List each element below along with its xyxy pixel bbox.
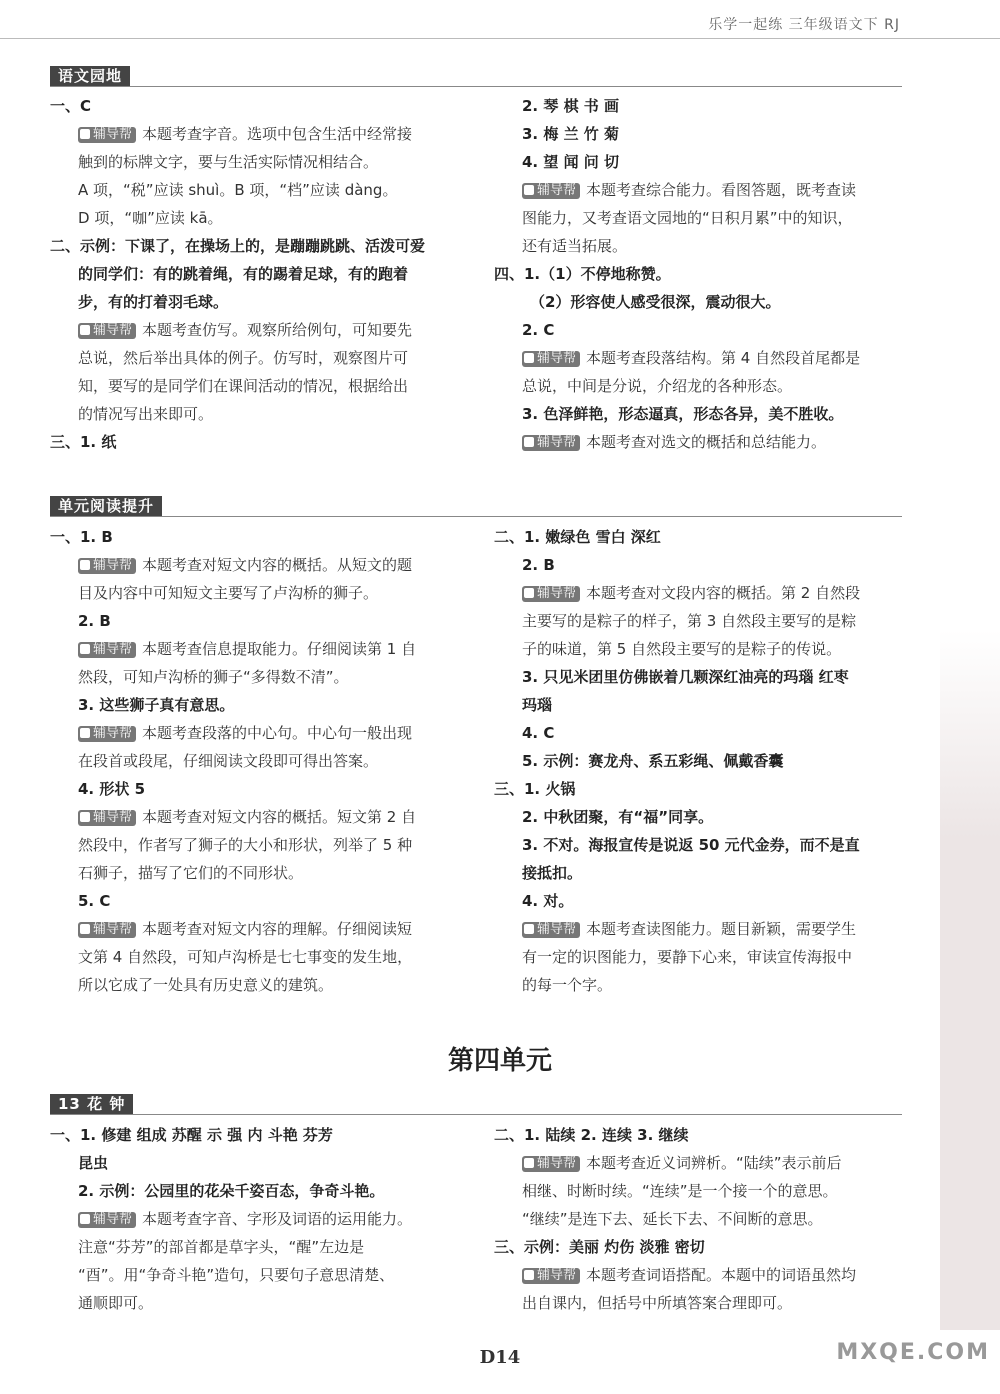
answer-text: D 项，“咖”应读 kā。 [78, 209, 223, 227]
answer-text: 本题考查近义词辨析。“陆续”表示前后 [586, 1154, 842, 1172]
helper-icon [524, 1270, 534, 1280]
answer-text: 3. 这些狮子真有意思。 [78, 696, 235, 714]
tag-label: 辅导帮 [93, 127, 133, 142]
page-number: D14 [479, 1347, 521, 1368]
answer-line [494, 607, 914, 635]
section-rule [50, 516, 902, 517]
fudaobang-tag [78, 922, 136, 938]
answer-text: 本题考查词语搭配。本题中的词语虽然均 [586, 1266, 857, 1284]
answer-line [494, 176, 914, 204]
answer-text: （2）形容使人感受很深，震动很大。 [530, 293, 781, 311]
answer-line [50, 579, 480, 607]
answer-text: 2. 中秋团聚，有“福”同享。 [522, 808, 714, 826]
answer-text: 二、1. 陆续 2. 连续 3. 继续 [494, 1126, 689, 1144]
answer-line [494, 971, 914, 999]
helper-icon [80, 129, 90, 139]
answer-line [494, 120, 914, 148]
fudaobang-tag [78, 1212, 136, 1228]
section-rule [50, 1114, 902, 1115]
helper-icon [80, 560, 90, 570]
answer-text: 本题考查字音。选项中包含生活中经常接 [142, 125, 413, 143]
section1-left-column [50, 92, 480, 456]
answer-line [494, 635, 914, 663]
answer-line [494, 943, 914, 971]
section2-right-column [494, 523, 914, 999]
answer-text: 本题考查对选文的概括和总结能力。 [586, 433, 827, 451]
helper-icon [524, 437, 534, 447]
answer-text: 本题考查对短文内容的概括。短文第 2 自 [142, 808, 417, 826]
helper-icon [524, 185, 534, 195]
answer-text: 的同学们：有的跳着绳，有的踢着足球，有的跑着 [78, 265, 409, 283]
answer-line [494, 1121, 914, 1149]
helper-icon [80, 728, 90, 738]
answer-text: “继续”是连下去、延长下去、不间断的意思。 [522, 1210, 823, 1228]
answer-line [50, 400, 480, 428]
section-title-huazhong: 13 花 钟 [50, 1094, 133, 1114]
tag-label: 辅导帮 [93, 642, 133, 657]
answer-text: 目及内容中可知短文主要写了卢沟桥的狮子。 [78, 584, 379, 602]
answer-text: 3. 色泽鲜艳，形态逼真，形态各异，美不胜收。 [522, 405, 844, 423]
answer-text: 3. 只见米团里仿佛嵌着几颗深红油亮的玛瑙 红枣 [522, 668, 849, 686]
answer-text: 接抵扣。 [522, 864, 583, 882]
answer-line [50, 551, 480, 579]
answer-text: 3. 不对。海报宣传是说返 50 元代金券，而不是直 [522, 836, 860, 854]
answer-text: 本题考查信息提取能力。仔细阅读第 1 自 [142, 640, 417, 658]
answer-text: 2. 示例：公园里的花朵千姿百态，争奇斗艳。 [78, 1182, 385, 1200]
answer-text: 三、1. 火锅 [494, 780, 576, 798]
header-title: 乐学一起练 三年级语文下 RJ [708, 17, 900, 33]
answer-line [50, 428, 480, 456]
answer-line [494, 344, 914, 372]
helper-icon [80, 812, 90, 822]
answer-text: 三、1. 纸 [50, 433, 117, 451]
section-title-danyuanyuedu: 单元阅读提升 [50, 496, 162, 516]
answer-text: 石狮子，描写了它们的不同形状。 [78, 864, 304, 882]
tag-label: 辅导帮 [537, 922, 577, 937]
answer-line [50, 1289, 480, 1317]
answer-text: 本题考查综合能力。看图答题，既考查读 [586, 181, 857, 199]
answer-line [50, 316, 480, 344]
fudaobang-tag [78, 810, 136, 826]
answer-line [494, 1261, 914, 1289]
helper-icon [524, 1158, 534, 1168]
answer-line [50, 232, 480, 260]
answer-text: 在段首或段尾，仔细阅读文段即可得出答案。 [78, 752, 379, 770]
fudaobang-tag [522, 922, 580, 938]
answer-text: A 项，“税”应读 shuì。B 项，“档”应读 dàng。 [78, 181, 398, 199]
tag-label: 辅导帮 [93, 558, 133, 573]
answer-line [494, 523, 914, 551]
answer-line [50, 1205, 480, 1233]
answer-text: 知，要写的是同学们在课间活动的情况，根据给出 [78, 377, 409, 395]
helper-icon [80, 924, 90, 934]
helper-icon [524, 924, 534, 934]
tag-label: 辅导帮 [537, 351, 577, 366]
answer-line [494, 428, 914, 456]
answer-line [494, 288, 914, 316]
fudaobang-tag [522, 586, 580, 602]
tag-label: 辅导帮 [93, 922, 133, 937]
helper-icon [80, 644, 90, 654]
answer-text: 二、1. 嫩绿色 雪白 深红 [494, 528, 661, 546]
answer-line [50, 943, 480, 971]
answer-line [494, 1149, 914, 1177]
answer-text: 4. 望 闻 问 切 [522, 153, 620, 171]
answer-line [494, 1177, 914, 1205]
answer-text: 5. 示例：赛龙舟、系五彩绳、佩戴香囊 [522, 752, 784, 770]
answer-text: 玛瑙 [522, 696, 553, 714]
answer-line [494, 148, 914, 176]
answer-text: 有一定的识图能力，要静下心来，审读宣传海报中 [522, 948, 853, 966]
answer-line [50, 607, 480, 635]
tag-label: 辅导帮 [93, 726, 133, 741]
answer-line [494, 1289, 914, 1317]
answer-text: 的每一个字。 [522, 976, 613, 994]
answer-line [494, 400, 914, 428]
answer-line [494, 1205, 914, 1233]
fudaobang-tag [522, 1156, 580, 1172]
fudaobang-tag [522, 435, 580, 451]
answer-line [494, 859, 914, 887]
answer-line [50, 523, 480, 551]
helper-icon [80, 1214, 90, 1224]
answer-text: 2. B [522, 556, 555, 574]
section-title-yuwenyuandi: 语文园地 [50, 66, 130, 86]
helper-icon [80, 325, 90, 335]
answer-text: 4. C [522, 724, 555, 742]
answer-text: 2. 琴 棋 书 画 [522, 97, 620, 115]
answer-text: 本题考查字音、字形及词语的运用能力。 [142, 1210, 413, 1228]
answer-text: “酉”。用“争奇斗艳”造句，只要句子意思清楚、 [78, 1266, 395, 1284]
answer-text: 3. 梅 兰 竹 菊 [522, 125, 620, 143]
answer-text: 本题考查段落的中心句。中心句一般出现 [142, 724, 413, 742]
answer-text: 一、1. 修建 组成 苏醒 示 强 内 斗艳 芬芳 [50, 1126, 333, 1144]
answer-text: 2. B [78, 612, 111, 630]
answer-line [50, 1149, 480, 1177]
answer-text: 出自课内，但括号中所填答案合理即可。 [522, 1294, 793, 1312]
answer-text: 一、1. B [50, 528, 113, 546]
answer-line [494, 1233, 914, 1261]
answer-text: 总说，然后举出具体的例子。仿写时，观察图片可 [78, 349, 409, 367]
answer-text: 然段中，作者写了狮子的大小和形状，列举了 5 种 [78, 836, 413, 854]
answer-line [494, 316, 914, 344]
watermark-text: MXQE.COM [836, 1340, 990, 1365]
answer-line [50, 831, 480, 859]
answer-text: 的情况写出来即可。 [78, 405, 214, 423]
answer-text: 注意“芬芳”的部首都是草字头，“醒”左边是 [78, 1238, 365, 1256]
answer-line [50, 1121, 480, 1149]
answer-line [50, 1233, 480, 1261]
answer-line [50, 92, 480, 120]
answer-text: 所以它成了一处具有历史意义的建筑。 [78, 976, 334, 994]
answer-text: 一、C [50, 97, 92, 115]
answer-line [50, 719, 480, 747]
fudaobang-tag [522, 1268, 580, 1284]
section3-left-column [50, 1121, 480, 1317]
answer-line [494, 915, 914, 943]
tag-label: 辅导帮 [93, 810, 133, 825]
answer-line [494, 775, 914, 803]
answer-line [50, 148, 480, 176]
answer-line [50, 887, 480, 915]
answer-line [50, 288, 480, 316]
answer-text: 三、示例：美丽 灼伤 淡雅 密切 [494, 1238, 705, 1256]
answer-line [50, 915, 480, 943]
fudaobang-tag [78, 323, 136, 339]
tag-label: 辅导帮 [537, 435, 577, 450]
answer-line [50, 775, 480, 803]
answer-line [494, 831, 914, 859]
answer-text: 本题考查读图能力。题目新颖，需要学生 [586, 920, 857, 938]
tag-label: 辅导帮 [93, 323, 133, 338]
answer-text: 5. C [78, 892, 111, 910]
answer-text: 昆虫 [78, 1154, 109, 1172]
answer-line [494, 372, 914, 400]
answer-text: 相继、时断时续。“连续”是一个接一个的意思。 [522, 1182, 838, 1200]
answer-line [494, 803, 914, 831]
answer-text: 本题考查仿写。观察所给例句，可知要先 [142, 321, 413, 339]
answer-line [50, 635, 480, 663]
answer-line [494, 719, 914, 747]
answer-line [50, 859, 480, 887]
unit-title: 第四单元 [447, 1046, 552, 1076]
tag-label: 辅导帮 [537, 586, 577, 601]
answer-text: 本题考查对短文内容的概括。从短文的题 [142, 556, 413, 574]
answer-line [494, 260, 914, 288]
answer-line [50, 971, 480, 999]
answer-text: 文第 4 自然段，可知卢沟桥是七七事变的发生地， [78, 948, 413, 966]
answer-text: 本题考查对短文内容的理解。仔细阅读短 [142, 920, 413, 938]
tag-label: 辅导帮 [93, 1212, 133, 1227]
answer-text: 总说，中间是分说，介绍龙的各种形态。 [522, 377, 793, 395]
header-divider [0, 38, 1000, 39]
answer-line [50, 344, 480, 372]
fudaobang-tag [78, 127, 136, 143]
answer-text: 步，有的打着羽毛球。 [78, 293, 229, 311]
answer-text: 子的味道，第 5 自然段主要写的是粽子的传说。 [522, 640, 842, 658]
answer-line [50, 1177, 480, 1205]
answer-line [50, 803, 480, 831]
section3-right-column [494, 1121, 914, 1317]
answer-line [494, 232, 914, 260]
answer-line [50, 372, 480, 400]
answer-text: 2. C [522, 321, 555, 339]
answer-text: 还有适当拓展。 [522, 237, 628, 255]
decorative-sidebar [940, 630, 1000, 1330]
fudaobang-tag [522, 183, 580, 199]
answer-line [50, 747, 480, 775]
answer-line [494, 204, 914, 232]
answer-line [50, 120, 480, 148]
answer-line [50, 176, 480, 204]
answer-line [50, 663, 480, 691]
answer-text: 主要写的是粽子的样子，第 3 自然段主要写的是粽 [522, 612, 857, 630]
answer-line [494, 92, 914, 120]
answer-text: 触到的标牌文字，要与生活实际情况相结合。 [78, 153, 379, 171]
tag-label: 辅导帮 [537, 1268, 577, 1283]
helper-icon [524, 588, 534, 598]
answer-line [50, 691, 480, 719]
fudaobang-tag [78, 642, 136, 658]
answer-line [50, 260, 480, 288]
answer-line [50, 1261, 480, 1289]
answer-text: 然段，可知卢沟桥的狮子“多得数不清”。 [78, 668, 349, 686]
answer-line [50, 204, 480, 232]
answer-text: 通顺即可。 [78, 1294, 154, 1312]
helper-icon [524, 353, 534, 363]
answer-line [494, 579, 914, 607]
section2-left-column [50, 523, 480, 999]
tag-label: 辅导帮 [537, 183, 577, 198]
answer-line [494, 747, 914, 775]
answer-line [494, 551, 914, 579]
section1-right-column [494, 92, 914, 456]
answer-line [494, 887, 914, 915]
answer-text: 四、1.（1）不停地称赞。 [494, 265, 671, 283]
answer-line [494, 663, 914, 691]
answer-text: 二、示例：下课了，在操场上的，是蹦蹦跳跳、活泼可爱 [50, 237, 426, 255]
answer-line [494, 691, 914, 719]
tag-label: 辅导帮 [537, 1156, 577, 1171]
answer-text: 4. 形状 5 [78, 780, 146, 798]
answer-text: 4. 对。 [522, 892, 574, 910]
fudaobang-tag [522, 351, 580, 367]
fudaobang-tag [78, 726, 136, 742]
answer-text: 本题考查对文段内容的概括。第 2 自然段 [586, 584, 861, 602]
section-rule [50, 86, 902, 87]
fudaobang-tag [78, 558, 136, 574]
answer-text: 本题考查段落结构。第 4 自然段首尾都是 [586, 349, 861, 367]
answer-text: 图能力，又考查语文园地的“日积月累”中的知识， [522, 209, 853, 227]
